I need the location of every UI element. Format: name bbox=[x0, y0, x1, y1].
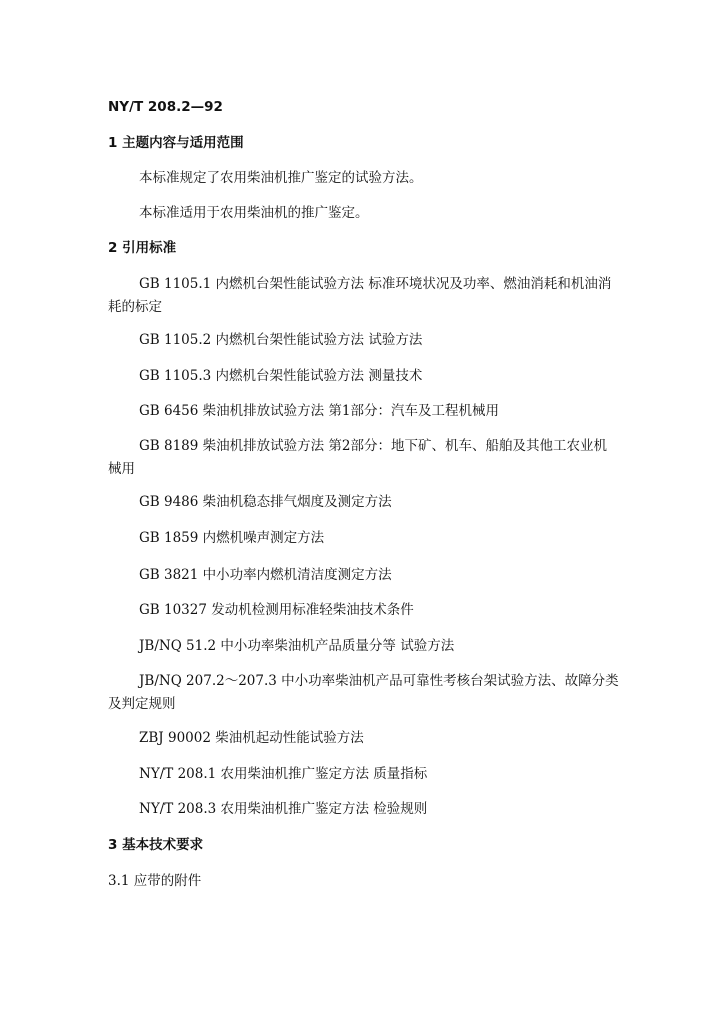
section-2-title: 2 引用标准 bbox=[108, 240, 177, 256]
reference-item: GB 3821 中小功率内燃机清洁度测定方法 bbox=[139, 567, 392, 583]
reference-item: ZBJ 90002 柴油机起动性能试验方法 bbox=[139, 730, 364, 746]
reference-item: NY/T 208.3 农用柴油机推广鉴定方法 检验规则 bbox=[139, 801, 428, 817]
paragraph: 本标准适用于农用柴油机的推广鉴定。 bbox=[139, 205, 369, 221]
reference-item: JB/NQ 207.2～207.3 中小功率柴油机产品可靠性考核台架试验方法、故障分类及判定规则 bbox=[108, 673, 619, 712]
reference-item: GB 1105.2 内燃机台架性能试验方法 试验方法 bbox=[139, 332, 423, 348]
reference-item: GB 9486 柴油机稳态排气烟度及测定方法 bbox=[139, 494, 392, 510]
reference-item: GB 10327 发动机检测用标准轻柴油技术条件 bbox=[139, 602, 414, 618]
section-1-title: 1 主题内容与适用范围 bbox=[108, 135, 244, 151]
section-3-title: 3 基本技术要求 bbox=[108, 837, 204, 853]
reference-item: GB 8189 柴油机排放试验方法 第2部分：地下矿、机车、船舶及其他工农业机械用 bbox=[108, 438, 608, 477]
subsection-3-1-title: 3.1 应带的附件 bbox=[108, 873, 202, 889]
reference-item: GB 1859 内燃机噪声测定方法 bbox=[139, 530, 325, 546]
document-code: NY/T 208.2—92 bbox=[108, 99, 223, 115]
reference-item: GB 1105.1 内燃机台架性能试验方法 标准环境状况及功率、燃油消耗和机油消耗的标定 bbox=[108, 276, 612, 315]
reference-item: NY/T 208.1 农用柴油机推广鉴定方法 质量指标 bbox=[139, 766, 428, 782]
paragraph: 本标准规定了农用柴油机推广鉴定的试验方法。 bbox=[139, 170, 423, 186]
reference-item: JB/NQ 51.2 中小功率柴油机产品质量分等 试验方法 bbox=[139, 638, 455, 654]
reference-item: GB 1105.3 内燃机台架性能试验方法 测量技术 bbox=[139, 368, 423, 384]
reference-item: GB 6456 柴油机排放试验方法 第1部分：汽车及工程机械用 bbox=[139, 403, 500, 419]
